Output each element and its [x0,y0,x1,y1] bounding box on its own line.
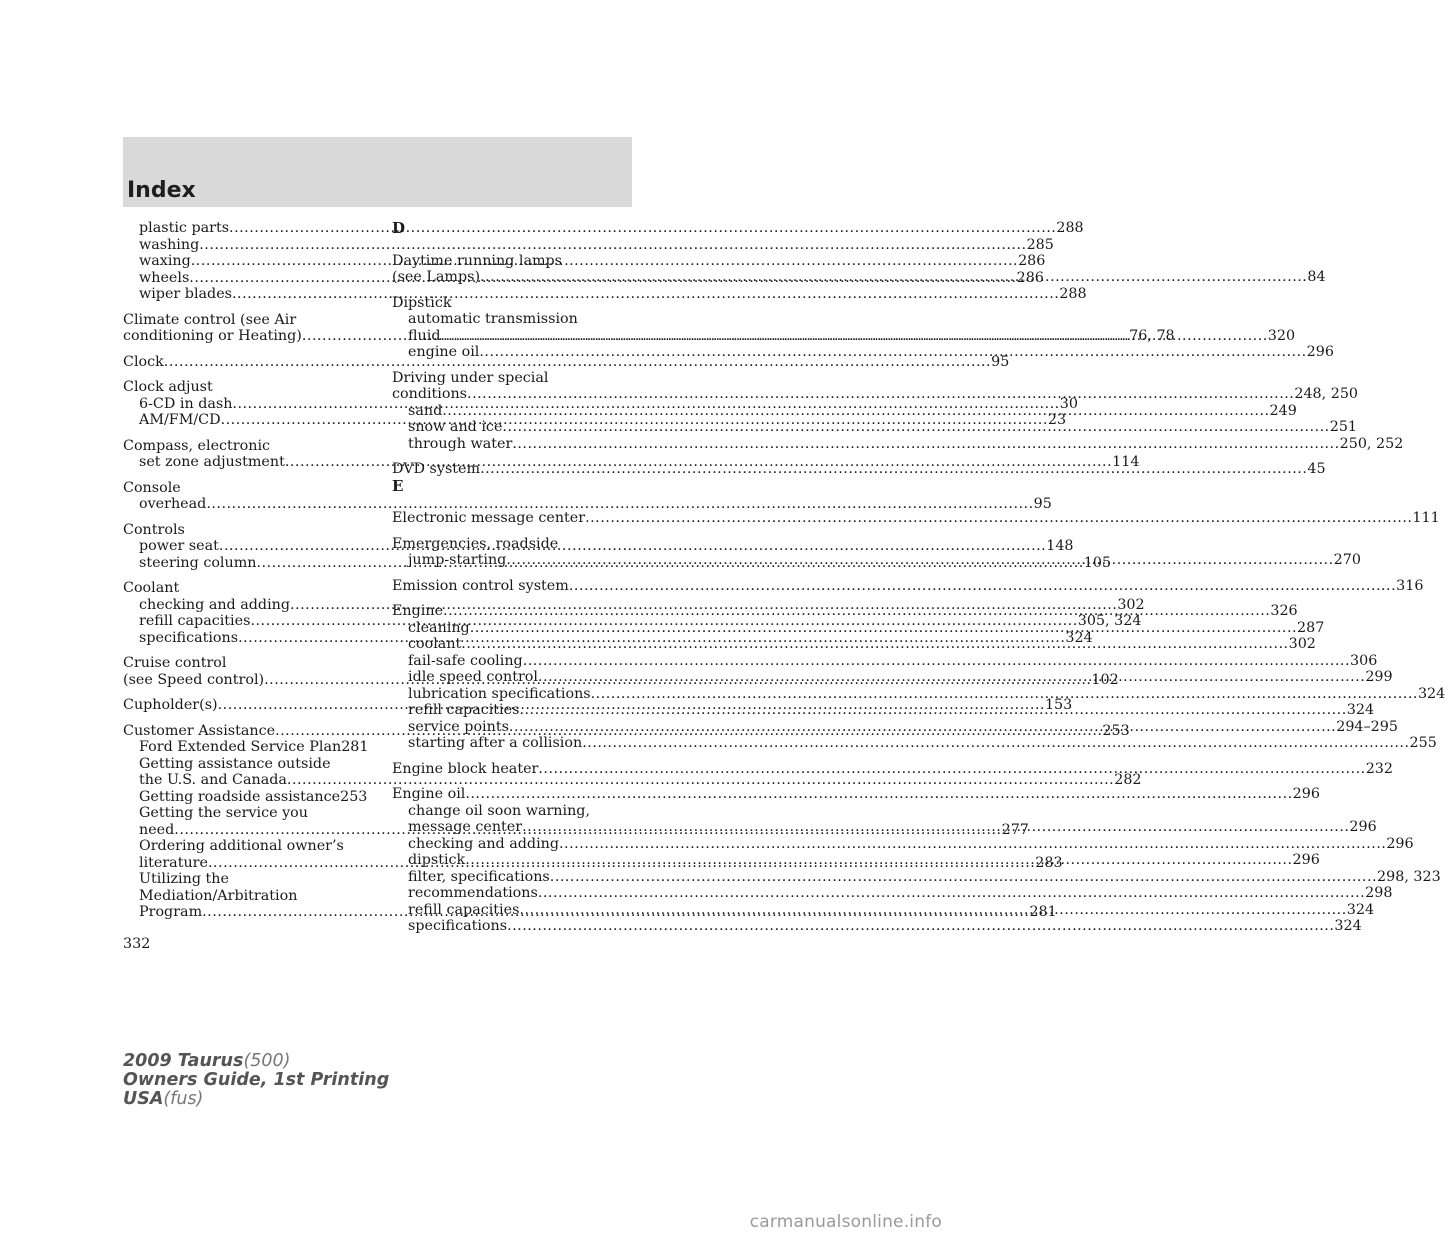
dot-leader [519,702,1346,719]
index-subentry [392,918,1362,935]
entry-page: 255 [1409,735,1437,751]
entry-text: plastic parts [139,220,230,236]
index-subentry [123,496,1052,513]
entry-page: 305, 324 [1077,613,1142,629]
entry-page: 324 [1065,629,1093,646]
index-subentry [392,685,1445,703]
page-title: Index [127,178,196,203]
index-subentry [123,756,363,773]
entry-gap [123,345,363,354]
entry-text: engine oil [408,344,480,360]
index-entry [392,786,1320,803]
entry-text: idle speed control [408,669,538,685]
entry-text: Clock [123,353,164,370]
entry-text: Console [123,479,181,496]
entry-page: 296 [1292,786,1320,802]
dot-leader [506,552,1333,569]
dot-leader [461,636,1288,653]
entry-page: 282 [1114,772,1142,788]
header-band [123,137,632,207]
dot-leader [582,735,1409,752]
dot-leader [465,852,1292,869]
index-subentry [123,838,363,855]
entry-page: 302 [1117,596,1145,613]
entry-gap [123,429,363,438]
entry-page: 306 [1350,652,1378,669]
entry-text: Utilizing the [139,871,229,887]
entry-page: 298 [1365,885,1393,901]
entry-page: 288 [1056,220,1084,236]
entry-gap [392,527,632,536]
entry-gap [392,286,632,295]
index-entry [392,760,1393,778]
dot-leader [512,436,1339,453]
index-entry [123,522,363,539]
entry-gap [392,752,632,761]
entry-page: 105 [1083,554,1112,571]
entry-page: 95 [991,353,1010,370]
footer-line-2: Owners Guide, 1st Printing [123,1070,390,1090]
entry-text: DVD system [392,461,481,477]
index-entry [123,379,363,396]
entry-text: refill capacities [408,901,520,918]
entry-text: Emission control system [392,577,569,594]
entry-page: 286 [1016,269,1044,286]
entry-text: Cruise control [123,655,227,671]
watermark: carmanualsonline.info [749,1212,942,1232]
entry-page: 281 [1029,904,1057,920]
entry-text: Engine [392,603,444,619]
dot-leader [467,386,1294,403]
entry-text: specifications [139,629,239,646]
dot-leader [443,603,1270,620]
entry-page: 324 [1346,702,1375,718]
entry-text: steering column [139,554,257,571]
entry-page: 299 [1365,669,1393,685]
entry-text: wiper blades [139,286,232,302]
entry-page: 296 [1292,852,1320,868]
entry-text: dipstick [408,852,466,868]
index-subentry [392,885,1393,902]
entry-text: overhead [139,496,207,512]
index-subentry [392,311,632,328]
entry-page: 320 [1267,327,1296,344]
page-number: 332 [123,936,151,952]
entry-text: Mediation/Arbitration [139,887,298,904]
entry-page: 248, 250 [1294,386,1359,402]
dot-leader [470,620,1297,637]
entry-text: lubrication specifications [408,685,591,702]
dot-leader [519,902,1346,919]
index-subentry [123,805,363,822]
index-entry [392,386,1359,403]
entry-text: Controls [123,521,185,538]
entry-page: 251 [1329,419,1358,435]
index-entry [123,655,363,672]
entry-gap [392,452,632,461]
footer-line-3: USA(fus) [123,1089,204,1109]
entry-text: Electronic message center [392,510,586,526]
entry-text: coolant [408,636,462,652]
entry-text: Program [139,904,203,920]
entry-page: 324 [1334,918,1362,934]
entry-text: automatic transmission [408,311,578,327]
entry-text: Engine block heater [392,760,539,777]
dot-leader [522,819,1349,836]
entry-text: need [139,821,175,838]
entry-text: change oil soon warning, [408,802,590,819]
dot-leader [569,578,1396,595]
dot-leader [507,918,1334,935]
entry-text: Customer Assistance [123,722,276,739]
entry-text: (see Speed control) [123,671,265,688]
entry-text: snow and ice [408,419,503,435]
entry-text: checking and adding [139,596,291,613]
index-subentry [123,236,1054,254]
dot-leader [585,510,1412,527]
entry-text: jump-starting [408,552,507,568]
entry-text: filter, specifications [408,868,550,885]
entry-page: 84 [1307,269,1326,285]
index-subentry [392,735,1437,752]
dot-leader [480,461,1307,478]
footer [123,1052,389,1109]
index-entry [123,438,363,455]
entry-text: sand [408,402,443,419]
entry-page: 288 [1059,286,1087,302]
entry-page: 283 [1035,854,1063,871]
entry-gap [123,714,363,723]
index-entry [392,295,632,312]
entry-gap [392,361,632,370]
entry-text: conditions [392,386,468,402]
entry-text: Dipstick [392,294,452,311]
entry-page: 302 [1288,636,1316,652]
entry-text: Emergencies, roadside [392,535,559,552]
entry-text: waxing [139,253,191,269]
index-entry [392,253,632,270]
entry-text: (see Lamps) [392,269,481,285]
entry-page: 324 [1346,901,1375,918]
entry-text: washing [139,236,200,253]
entry-page: 102 [1091,671,1119,688]
entry-page: 277 [1001,821,1029,838]
entry-text: Clock adjust [123,379,213,395]
entry-page: 232 [1365,760,1393,777]
entry-page: 45 [1307,461,1326,477]
entry-page: 286 [1018,253,1046,269]
dot-leader [502,419,1329,436]
entry-text: checking and adding [408,835,560,852]
entry-page: 153 [1044,697,1073,713]
index-subentry [392,868,1441,886]
entry-page: 296 [1349,819,1377,835]
entry-text: fluid [408,327,441,344]
dot-leader [559,836,1386,853]
entry-page: 281 [341,739,369,755]
dot-leader [538,669,1365,686]
entry-text: Getting assistance outside [139,755,331,772]
entry-text: Engine oil [392,786,466,802]
entry-gap [392,569,632,578]
entry-gap [392,594,632,603]
entry-text: recommendations [408,885,538,901]
entry-text: Ordering additional owner’s [139,838,344,854]
dot-leader [442,403,1269,420]
index-entry [123,580,363,597]
entry-text: Driving under special [392,369,549,386]
entry-text: specifications [408,918,508,934]
index-entry [392,510,1440,527]
dot-leader [509,719,1336,736]
entry-text: refill capacities [408,702,520,718]
dot-leader [550,869,1377,886]
entry-page: 324 [1417,685,1445,702]
entry-text: Coolant [123,580,180,596]
entry-text: through water [408,435,513,452]
entry-text: Climate control (see Air [123,311,297,328]
entry-page: 298, 323 [1377,868,1441,885]
dot-leader [538,761,1365,778]
footer-line-1: 2009 Taurus(500) [123,1051,291,1071]
entry-page: 326 [1270,603,1298,619]
index-subentry [123,888,363,905]
entry-text: Getting roadside assistance [139,788,341,805]
dot-leader [591,686,1418,703]
entry-gap [123,370,363,379]
section-letter: E [392,476,404,495]
entry-page: 114 [1112,454,1140,470]
entry-gap [123,471,363,480]
entry-gap [123,571,363,580]
entry-page: 294–295 [1336,718,1398,735]
entry-text: conditioning or Heating) [123,328,302,344]
entry-text: the U.S. and Canada [139,772,287,788]
entry-page: 95 [1033,496,1052,512]
entry-text: wheels [139,269,190,286]
dot-leader [232,286,1059,303]
entry-page: 270 [1333,552,1361,568]
entry-text: cleaning [408,619,470,636]
entry-page: 111 [1412,510,1440,526]
entry-text: set zone adjustment [139,454,285,470]
index-subentry [392,344,1334,361]
index-subentry [123,220,1084,237]
entry-page: 76, 78 [1129,328,1175,344]
index-subentry [123,772,1142,789]
entry-text: Getting the service you [139,805,308,821]
dot-leader [479,344,1306,361]
entry-page: 296 [1306,344,1334,360]
index-subentry [392,803,632,820]
index-entry [123,312,363,329]
entry-text: Compass, electronic [123,437,271,454]
entry-page: 285 [1026,236,1054,253]
dot-leader [538,885,1365,902]
index-entry [392,577,1424,595]
entry-page: 253 [1102,722,1130,739]
entry-page: 23 [1047,412,1067,428]
index-subentry [123,788,368,806]
entry-gap [123,303,363,312]
entry-text: 6-CD in dash [139,395,233,412]
entry-text: service points [408,718,509,735]
entry-text: power seat [139,538,219,554]
entry-page: 296 [1386,835,1414,852]
entry-page: 250, 252 [1339,435,1404,452]
entry-gap [123,688,363,697]
index-subentry [123,871,363,888]
entry-text: literature [139,854,208,871]
entry-gap [392,777,632,786]
entry-text: message center [408,819,523,835]
index-entry [392,370,632,387]
dot-leader [229,220,1056,237]
dot-leader [465,786,1292,803]
entry-text: AM/FM/CD [139,412,221,428]
letter-gap [392,494,632,510]
index-entry [123,353,1010,371]
index-subentry [392,435,1404,453]
index-subentry [123,739,369,756]
entry-page: 148 [1046,538,1074,554]
entry-page: 30 [1059,395,1078,412]
entry-page: 253 [340,788,368,805]
dot-leader [523,653,1350,670]
dot-leader [480,269,1307,286]
entry-text: starting after a collision [408,735,583,751]
index-subentry [392,835,1414,853]
entry-page: 287 [1297,619,1325,636]
entry-text: Ford Extended Service Plan [139,739,342,755]
section-letter: D [392,219,406,237]
index-entry [123,480,363,497]
entry-page: 249 [1269,402,1297,419]
entry-text: fail-safe cooling [408,652,523,669]
entry-page: 316 [1396,577,1424,594]
letter-gap [392,237,632,253]
index-entry [392,536,632,553]
dot-leader [440,328,1267,345]
index-subentry [392,652,1378,670]
entry-gap [123,646,363,655]
entry-text: refill capacities [139,613,251,629]
entry-gap [123,513,363,522]
entry-text: Cupholder(s) [123,697,218,713]
entry-text: Daytime running lamps [392,252,563,269]
